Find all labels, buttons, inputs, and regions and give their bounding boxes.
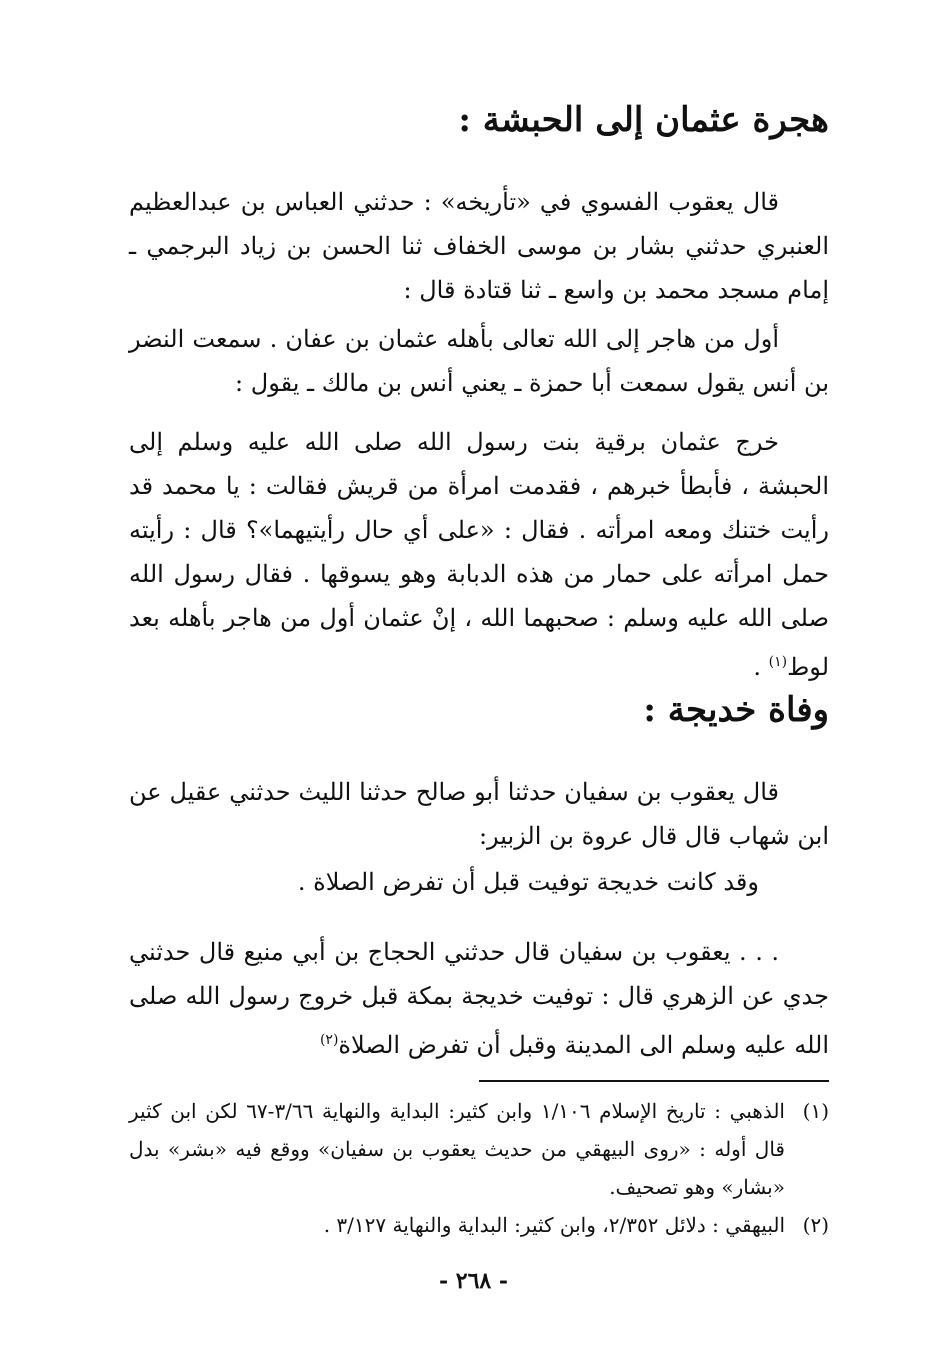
footnote-text: الذهبي : تاريخ الإسلام ١/١٠٦ وابن كثير: البداية والنهاية ٣/٦٦-٦٧ لكن ابن كثير قال أوله : «روى البيهقي من حديث يعقوب بن سفيان» ووقع فيه «بشر» بدل «بشار» وهو تصحيف. — [129, 1099, 785, 1199]
paragraph-isnad-zuhri — [129, 930, 829, 1067]
footnote-number: (٢) — [802, 1213, 829, 1237]
section-heading-khadija: وفاة خديجة : — [643, 690, 829, 730]
section-heading-hijra: هجرة عثمان إلى الحبشة : — [458, 100, 829, 140]
paragraph-first-emigrant — [129, 317, 829, 405]
paragraph-text: قال يعقوب بن سفيان حدثنا أبو صالح حدثنا الليث حدثني عقيل عن ابن شهاب قال قال عروة بن الزبير: — [129, 778, 829, 850]
footnote-marker-2[interactable]: (٢) — [319, 1032, 339, 1048]
paragraph-text: أول من هاجر إلى الله تعالى بأهله عثمان بن عفان . سمعت النضر بن أنس يقول سمعت أبا حمزة ـ يعني أنس بن مالك ـ يقول : — [129, 325, 829, 397]
page-number: - ٢٦٨ - — [438, 1268, 509, 1294]
paragraph-isnad-2 — [129, 770, 829, 858]
footnotes-block — [129, 1092, 829, 1244]
footnote-number: (١) — [802, 1099, 829, 1123]
paragraph-isnad-1 — [129, 180, 829, 312]
footnote-1 — [129, 1092, 829, 1206]
footnote-divider — [479, 1080, 829, 1082]
paragraph-text: خرج عثمان برقية بنت رسول الله صلى الله عليه وسلم إلى الحبشة ، فأبطأ خبرهم ، فقدمت امرأة من قريش فقالت : يا محمد قد رأيت ختنك ومعه امرأته . فقال : «على أي حال رأيتيهما»؟ قال : رأيته حمل امرأته على حمار من هذه الدبابة وهو يسوقها . فقال رسول الله صلى الله عليه وسلم : صحبهما الله ، إنْ عثمان أول من هاجر بأهله بعد لوط — [129, 428, 829, 681]
paragraph-end: . — [753, 653, 769, 681]
paragraph-text: . . . يعقوب بن سفيان قال حدثني الحجاج بن أبي منيع قال حدثني جدي عن الزهري قال : توفيت خديجة بمكة قبل خروج رسول الله صلى الله عليه وسلم الى المدينة وقبل أن تفرض الصلاة — [129, 938, 829, 1059]
footnote-2 — [129, 1206, 829, 1244]
footnote-text: البيهقي : دلائل ٢/٣٥٢، وابن كثير: البداية والنهاية ٣/١٢٧ . — [323, 1213, 785, 1237]
footnote-marker-1[interactable]: (١) — [768, 654, 788, 670]
paragraph-text: وقد كانت خديجة توفيت قبل أن تفرض الصلاة . — [297, 868, 759, 896]
paragraph-khadija-death — [129, 860, 829, 904]
paragraph-text: قال يعقوب الفسوي في «تأريخه» : حدثني العباس بن عبدالعظيم العنبري حدثني بشار بن موسى الخفاف ثنا الحسن بن زياد البرجمي ـ إمام مسجد محمد بن واسع ـ ثنا قتادة قال : — [129, 188, 829, 304]
paragraph-hadith-ruqayya — [129, 420, 829, 689]
